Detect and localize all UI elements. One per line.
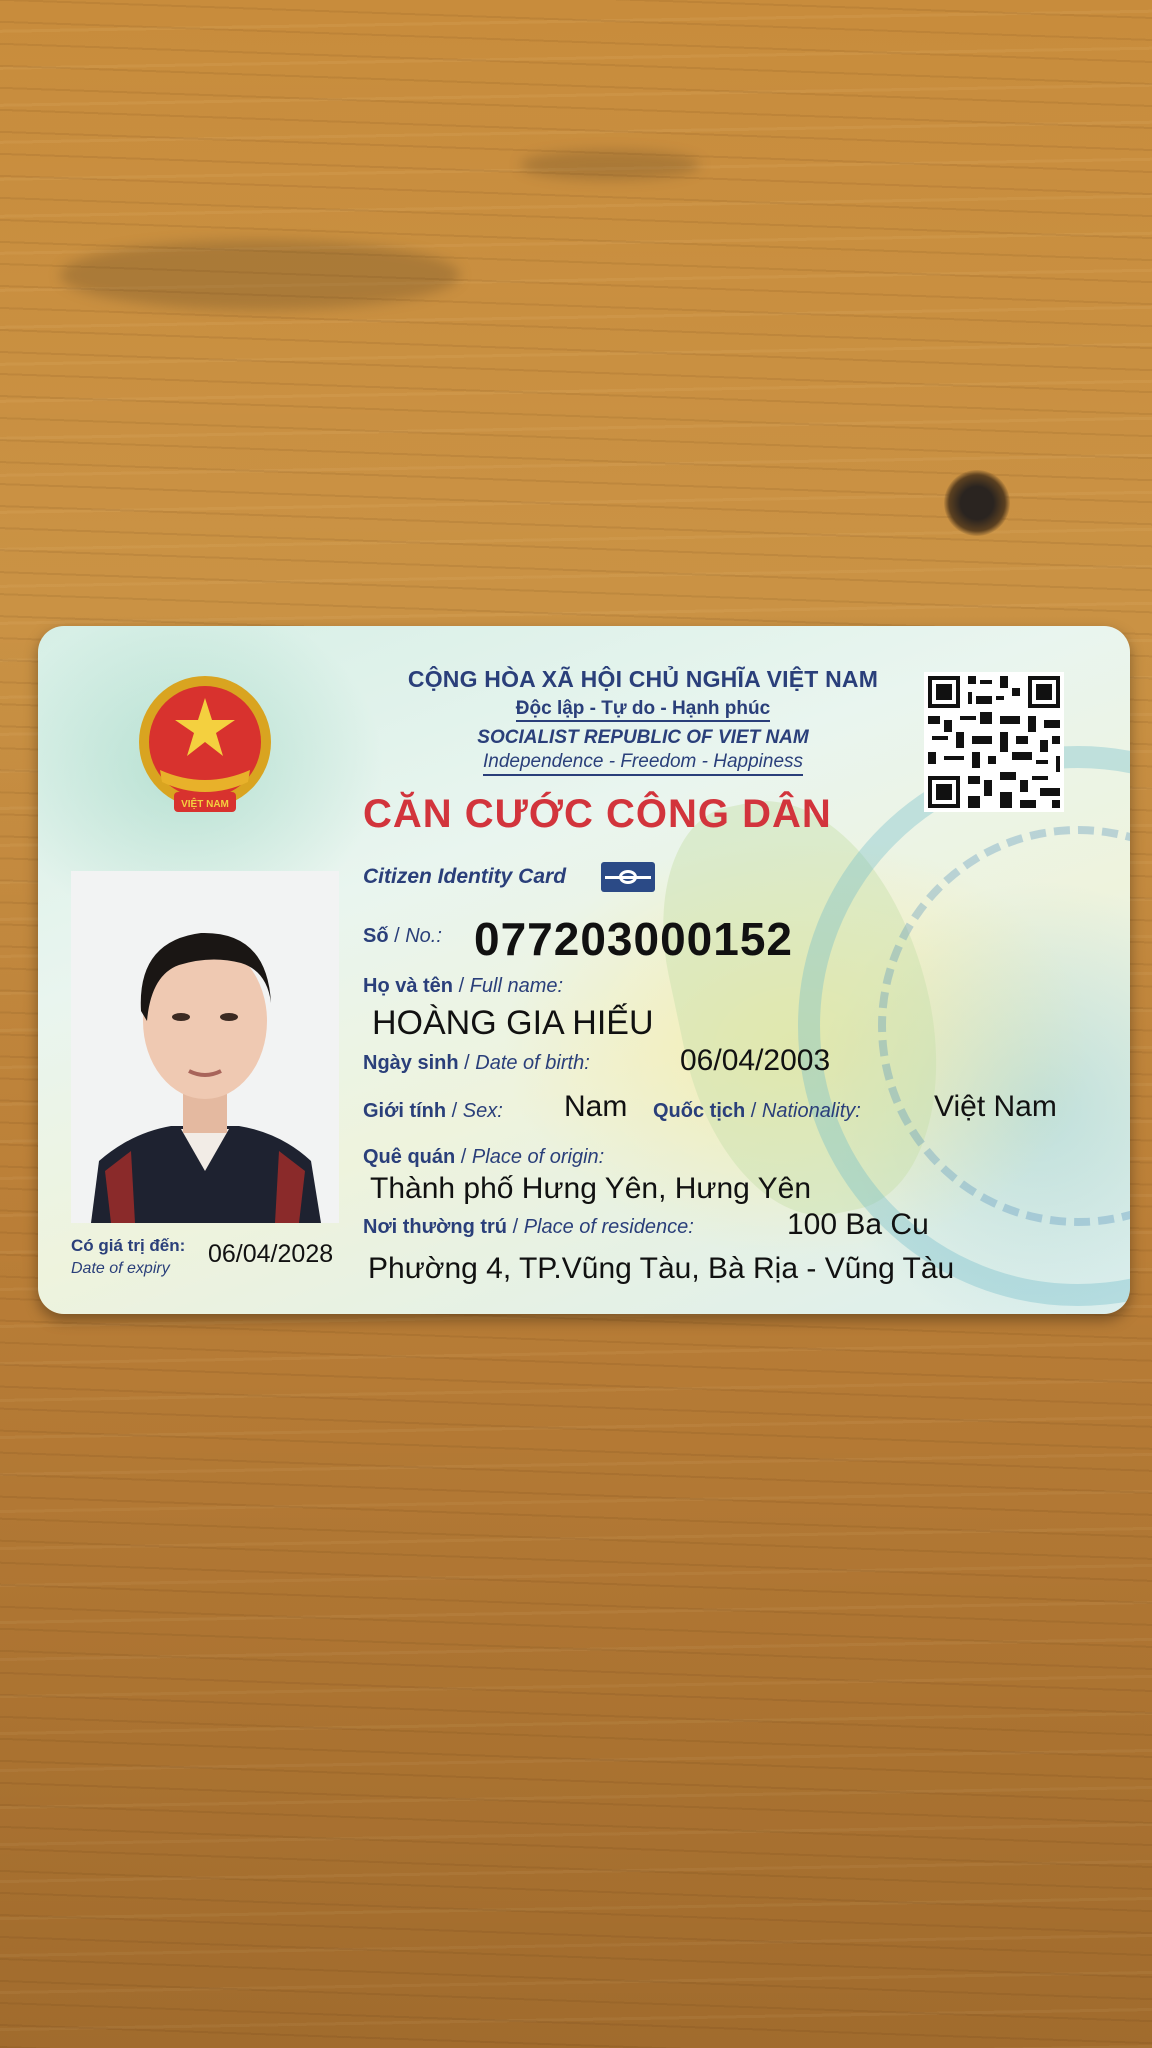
national-emblem-icon — [130, 670, 280, 825]
nationality-label-vn: Quốc tịch — [653, 1100, 746, 1122]
portrait-photo — [71, 871, 339, 1223]
motto-vn — [363, 698, 923, 720]
sex-label-vn: Giới tính — [363, 1100, 447, 1122]
card-title-en: Citizen Identity Card — [363, 865, 567, 888]
desk-stain — [520, 150, 700, 180]
id-number: 077203000152 — [474, 913, 793, 965]
dob-label: Ngày sinh / Date of birth: — [363, 1052, 590, 1074]
residence-label-vn: Nơi thường trú — [363, 1216, 508, 1238]
expiry-label-en: Date of expiry — [71, 1260, 170, 1277]
dob-label-vn: Ngày sinh — [363, 1052, 459, 1074]
card-title-vn: CĂN CƯỚC CÔNG DÂN — [363, 792, 832, 836]
origin-label: Quê quán / Place of origin: — [363, 1146, 605, 1168]
residence-value-line1: 100 Ba Cu — [787, 1208, 929, 1241]
origin-label-en: Place of origin: — [471, 1146, 605, 1168]
dob-value: 06/04/2003 — [680, 1044, 831, 1077]
residence-value-line2: Phường 4, TP.Vũng Tàu, Bà Rịa - Vũng Tàu — [368, 1252, 955, 1285]
residence-label-en: Place of residence: — [523, 1216, 694, 1238]
residence-label: Nơi thường trú / Place of residence: — [363, 1216, 694, 1238]
person-silhouette-icon — [71, 871, 339, 1223]
citizen-identity-card — [38, 626, 1130, 1314]
motto-en — [363, 751, 923, 773]
number-label-vn: Số — [363, 925, 389, 947]
number-label-en: No.: — [405, 925, 442, 947]
sex-label-en: Sex: — [462, 1100, 503, 1122]
expiry-label-vn: Có giá trị đến: — [71, 1236, 186, 1255]
desk-stain — [60, 240, 460, 310]
nationality-label-en: Nationality: — [761, 1100, 861, 1122]
origin-value: Thành phố Hưng Yên, Hưng Yên — [370, 1172, 812, 1205]
country-name-vn: CỘNG HÒA XÃ HỘI CHỦ NGHĨA VIỆT NAM — [407, 666, 879, 692]
emblem-text: VIỆT NAM — [181, 799, 229, 810]
sex-value: Nam — [564, 1090, 628, 1123]
origin-label-vn: Quê quán — [363, 1146, 456, 1168]
wood-knot — [944, 470, 1010, 536]
expiry-value: 06/04/2028 — [208, 1240, 334, 1268]
qr-code-icon — [924, 672, 1064, 812]
country-name-en: SOCIALIST REPUBLIC OF VIET NAM — [477, 727, 809, 748]
nationality-label: Quốc tịch / Nationality: — [653, 1100, 861, 1122]
full-name-label-vn: Họ và tên — [363, 975, 454, 997]
chip-icon — [601, 862, 655, 892]
nationality-value: Việt Nam — [934, 1090, 1057, 1123]
dob-label-en: Date of birth: — [475, 1052, 590, 1074]
sex-label: Giới tính / Sex: — [363, 1100, 503, 1122]
full-name-label-en: Full name: — [469, 975, 564, 997]
motto-vn-text: Độc lập - Tự do - Hạnh phúc — [516, 698, 770, 722]
motto-en-text: Independence - Freedom - Happiness — [483, 751, 803, 776]
number-label: Số / No.: — [363, 925, 442, 947]
full-name-label: Họ và tên / Full name: — [363, 975, 564, 997]
full-name-value: HOÀNG GIA HIẾU — [372, 1004, 654, 1042]
